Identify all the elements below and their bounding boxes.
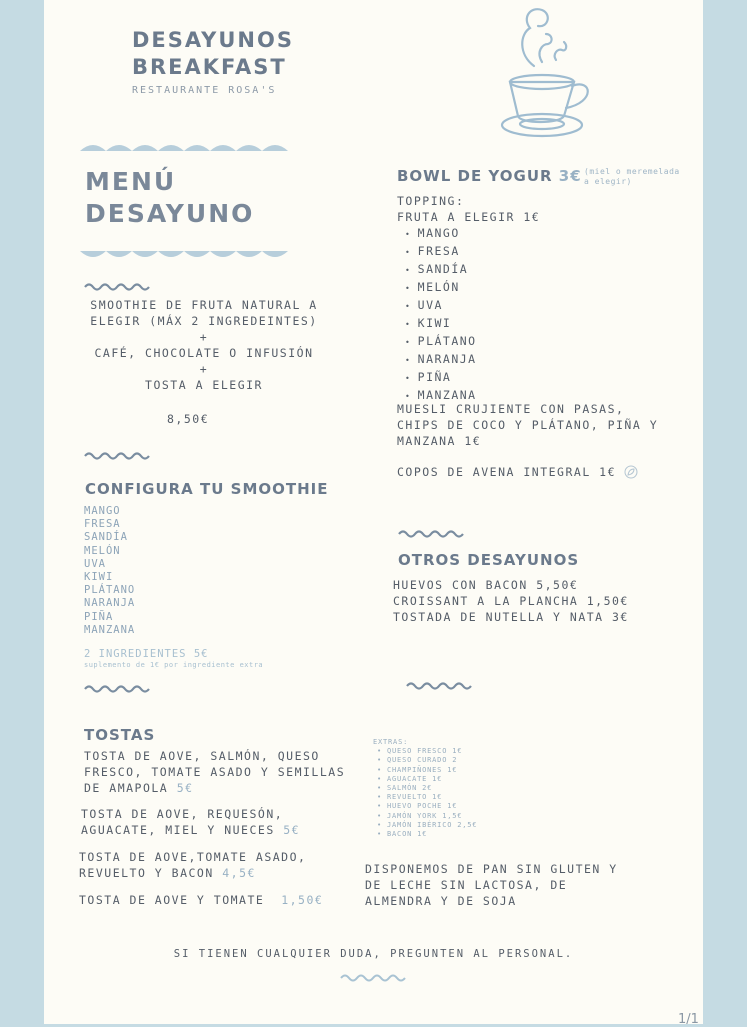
- tosta-line: DE AMAPOLA: [84, 781, 169, 795]
- list-item: • UVA: [405, 297, 477, 315]
- leaf-icon: [624, 465, 638, 479]
- list-item: • PIÑA: [405, 369, 477, 387]
- bowl-note: [584, 167, 680, 187]
- squiggle-divider: [84, 684, 152, 694]
- footer-note: SI TIENEN CUALQUIER DUDA, PREGUNTEN AL PERSONAL.: [173, 948, 574, 960]
- muesli-text: [397, 401, 658, 449]
- tosta-price: 4,5€: [222, 866, 256, 880]
- tosta-line: AGUACATE, MIEL Y NUECES: [81, 823, 275, 837]
- list-item: • MANZANA: [405, 387, 477, 405]
- squiggle-divider: [398, 529, 466, 539]
- tosta-item-2: [81, 806, 300, 838]
- menu-title-line-2: DESAYUNO: [85, 199, 255, 228]
- otros-title: OTROS DESAYUNOS: [398, 551, 580, 569]
- muesli-line: MUESLI CRUJIENTE CON PASAS,: [397, 402, 625, 416]
- tosta-price: 5€: [283, 823, 301, 837]
- squiggle-divider: [340, 973, 408, 983]
- list-item: • PLÁTANO: [405, 333, 477, 351]
- avena-item: [397, 465, 638, 479]
- tosta-line: TOSTA DE AOVE, SALMÓN, QUESO: [84, 749, 320, 763]
- menu-title-line-1: MENÚ: [85, 167, 177, 196]
- plus-sign: +: [199, 330, 209, 344]
- page-indicator: 1/1: [678, 1012, 699, 1027]
- smoothie-title: CONFIGURA TU SMOOTHIE: [85, 480, 329, 498]
- tosta-line: REVUELTO Y BACON: [79, 866, 214, 880]
- muesli-line: CHIPS DE COCO Y PLÁTANO, PIÑA Y: [397, 418, 659, 432]
- list-item: • SALMÓN 2€: [377, 784, 433, 793]
- tosta-price: 1,50€: [281, 893, 324, 907]
- bowl-title-text: BOWL DE YOGUR: [397, 167, 553, 185]
- list-item: • NARANJA: [405, 351, 477, 369]
- list-item: • AGUACATE 1€: [377, 774, 443, 783]
- list-item: FRESA: [84, 518, 121, 531]
- list-item: MANGO: [84, 505, 121, 517]
- menu-line: CAFÉ, CHOCOLATE O INFUSIÓN: [94, 346, 314, 360]
- list-item: • MANGO: [405, 225, 477, 243]
- tosta-line: TOSTA DE AOVE Y TOMATE: [79, 893, 265, 907]
- wave-band-top: [80, 139, 288, 153]
- list-item: SANDÍA: [84, 531, 128, 544]
- menu-page: [44, 0, 703, 1024]
- title-line-1: DESAYUNOS: [132, 28, 294, 52]
- fruit-label: FRUTA A ELEGIR 1€: [397, 210, 541, 224]
- list-item: • HUEVO POCHE 1€: [377, 802, 458, 811]
- gluten-line: ALMENDRA Y DE SOJA: [365, 894, 517, 908]
- restaurant-name: RESTAURANTE ROSA'S: [132, 85, 277, 96]
- list-item: • QUESO CURADO 2: [377, 756, 458, 765]
- list-item: • QUESO FRESCO 1€: [377, 747, 463, 756]
- list-item: • JAMÓN IBÉRICO 2,5€: [377, 820, 478, 829]
- bowl-price: 3€: [558, 167, 582, 185]
- menu-line: ELEGIR (MÁX 2 INGREDEINTES): [90, 314, 318, 328]
- tosta-price: 5€: [176, 781, 194, 795]
- squiggle-divider: [406, 681, 474, 691]
- list-item: • SANDÍA: [405, 261, 477, 279]
- smoothie-fruit-list: [84, 505, 135, 637]
- list-item: • REVUELTO 1€: [377, 793, 443, 802]
- tosta-item-4: [79, 893, 323, 907]
- otros-item: HUEVOS CON BACON 5,50€: [393, 578, 579, 592]
- bowl-title: [397, 167, 582, 185]
- list-item: KIWI: [84, 571, 114, 584]
- plus-sign: +: [199, 362, 209, 376]
- list-item: • JAMÓN YORK 1,5€: [377, 811, 463, 820]
- topping-label: TOPPING:: [397, 194, 465, 208]
- list-item: MELÓN: [84, 544, 121, 557]
- bowl-note-line: a elegir): [584, 177, 632, 186]
- list-item: • MELÓN: [405, 279, 477, 297]
- gluten-line: DISPONEMOS DE PAN SIN GLUTEN Y: [365, 862, 618, 876]
- wave-band-bottom: [80, 249, 288, 263]
- gluten-line: DE LECHE SIN LACTOSA, DE: [365, 878, 568, 892]
- list-item: MANZANA: [84, 623, 136, 636]
- list-item: • FRESA: [405, 243, 477, 261]
- menu-line: TOSTA A ELEGIR: [145, 378, 263, 392]
- menu-line: SMOOTHIE DE FRUTA NATURAL A: [90, 298, 318, 312]
- tosta-line: TOSTA DE AOVE,TOMATE ASADO,: [79, 850, 307, 864]
- otros-item: CROISSANT A LA PLANCHA 1,50€: [393, 594, 629, 608]
- otros-item: TOSTADA DE NUTELLA Y NATA 3€: [393, 610, 629, 624]
- tosta-line: TOSTA DE AOVE, REQUESÓN,: [81, 807, 284, 821]
- list-item: • BACON 1€: [377, 830, 428, 839]
- squiggle-divider: [84, 451, 152, 461]
- list-item: • CHAMPIÑONES 1€: [377, 765, 458, 774]
- list-item: UVA: [84, 557, 106, 570]
- avena-text: COPOS DE AVENA INTEGRAL 1€: [397, 465, 617, 479]
- list-item: • KIWI: [405, 315, 477, 333]
- squiggle-divider: [84, 282, 152, 292]
- tosta-item-3: [79, 849, 306, 881]
- title-line-2: BREAKFAST: [132, 55, 287, 79]
- tostas-title: TOSTAS: [84, 726, 156, 744]
- tosta-line: FRESCO, TOMATE ASADO Y SEMILLAS: [84, 765, 346, 779]
- extras-label: EXTRAS:: [373, 738, 409, 746]
- gluten-note: [365, 861, 618, 909]
- menu-price: 8,50€: [167, 412, 210, 426]
- supplement-note: suplemento de 1€ por ingrediente extra: [84, 661, 264, 669]
- list-item: PLÁTANO: [84, 584, 136, 597]
- coffee-cup-icon: [496, 4, 600, 140]
- bowl-fruit-list: [405, 225, 477, 405]
- bowl-topping: [397, 193, 540, 225]
- menu-desayuno-title: [85, 166, 254, 230]
- extras-list: [373, 738, 477, 839]
- bowl-note-line: (miel o meremelada: [584, 167, 680, 176]
- list-item: PIÑA: [84, 610, 114, 623]
- muesli-line: MANZANA 1€: [397, 434, 482, 448]
- ingredients-price: 2 INGREDIENTES 5€: [84, 648, 209, 660]
- header-title: [132, 27, 294, 81]
- menu-desayuno-details: [84, 297, 324, 393]
- otros-list: [393, 577, 629, 625]
- tosta-item-1: [84, 748, 345, 796]
- list-item: NARANJA: [84, 597, 136, 610]
